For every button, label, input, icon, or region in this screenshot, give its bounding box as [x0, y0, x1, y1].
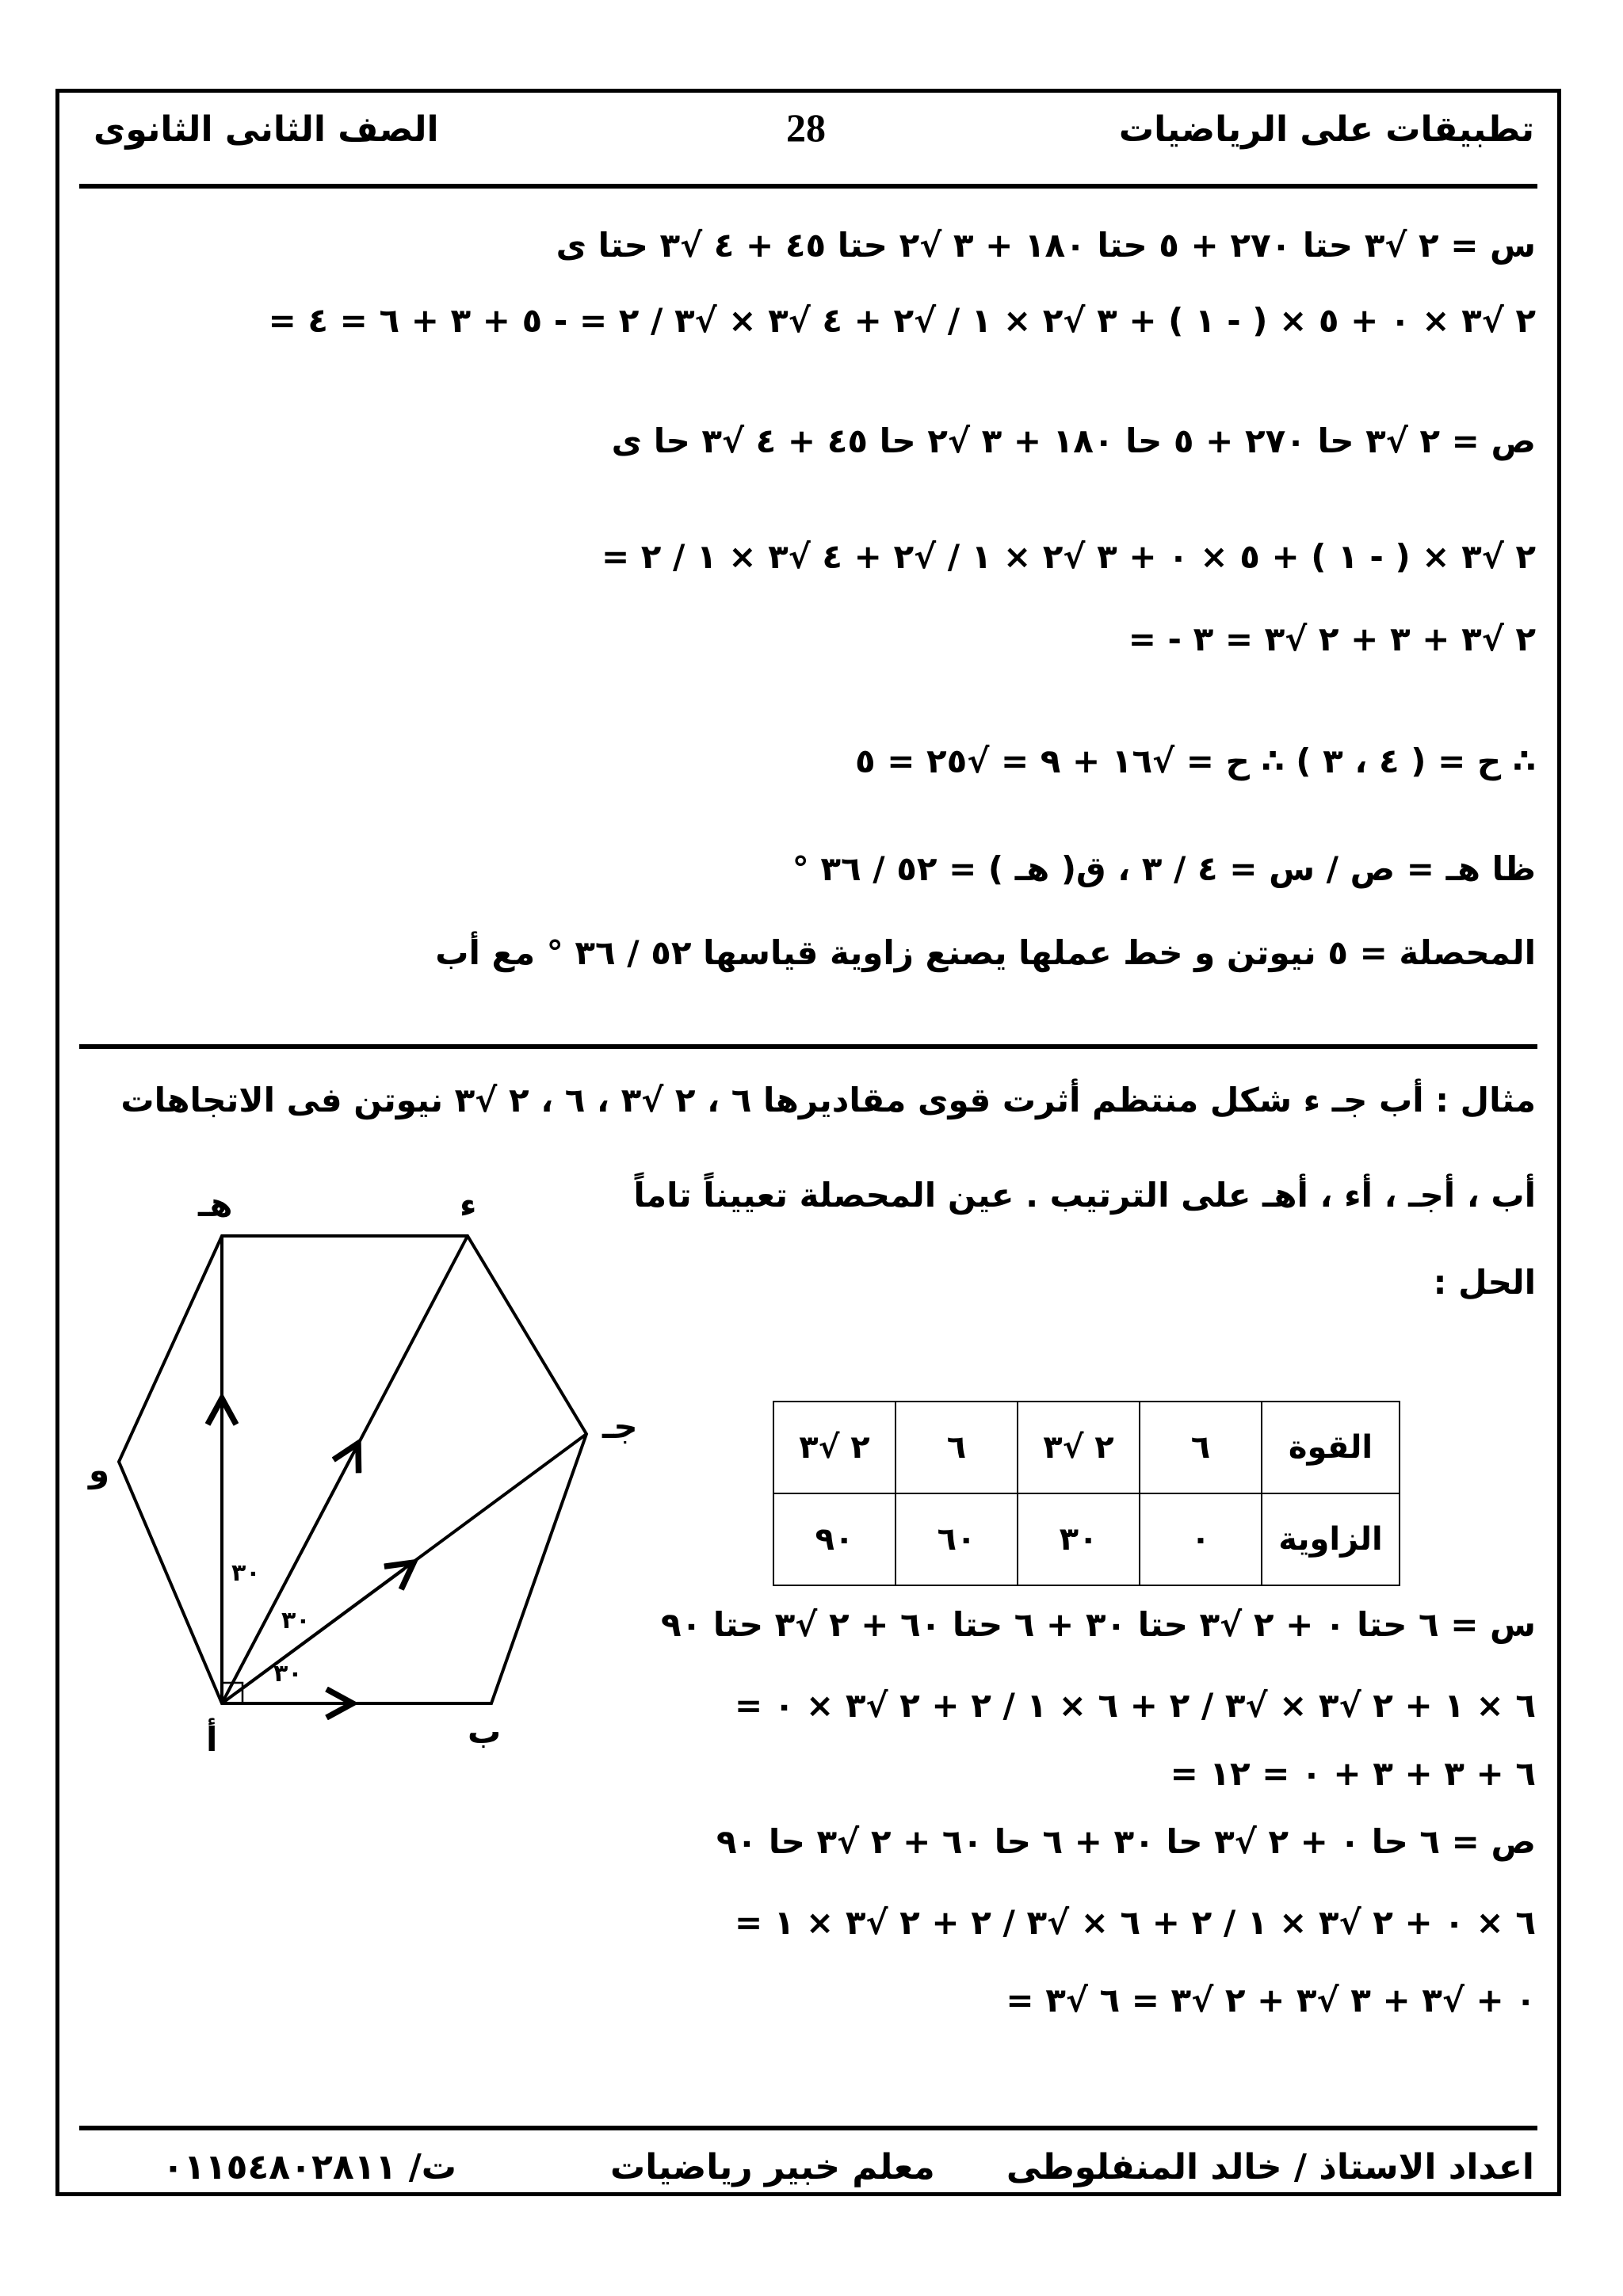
table-row: [773, 1493, 1400, 1585]
footer-phone: ت/ ٠١١٥٤٨٠٢٨١١: [162, 2147, 457, 2187]
table-cell: ٦: [1140, 1402, 1262, 1493]
vertex-label-c: جـ: [602, 1407, 638, 1446]
equation-line: = ٠ + √٣ + ٣ √٣ + ٢ √٣ = ٦ √٣: [1006, 1981, 1536, 2019]
table-cell: ٢ √٣: [773, 1402, 896, 1493]
equation-line: ظا هـ = ص / س = ٤ / ٣ ، ق( هـ ) = ٥٢ / ٣٦ °: [792, 849, 1536, 888]
angle-label: ٣٠: [273, 1660, 303, 1688]
footer-divider: [79, 2126, 1537, 2130]
table-cell: ٦: [896, 1402, 1018, 1493]
hexagon-outline: [119, 1236, 586, 1703]
table-row: [773, 1402, 1400, 1493]
result-statement: المحصلة = ٥ نيوتن و خط عملها يصنع زاوية قياسها ٥٢ / ٣٦ ° مع أب: [435, 933, 1536, 972]
equation-line: ∴ ح = ( ٤ ، ٣ ) ∴ ح = √١٦ + ٩ = √٢٥ = ٥: [854, 742, 1536, 780]
angle-label: ٣٠: [231, 1559, 261, 1587]
page-frame: [55, 89, 1561, 2196]
table-row-label: الزاوية: [1262, 1493, 1400, 1585]
footer-author: اعداد الاستاذ / خالد المنفلوطى: [1006, 2147, 1534, 2187]
forces-table: [773, 1401, 1400, 1586]
table-cell: ٩٠: [773, 1493, 896, 1585]
table-cell: ٠: [1140, 1493, 1262, 1585]
equation-line: = ٦ + ٣ + ٣ + ٠ = ١٢: [1170, 1754, 1536, 1793]
solution-label: الحل :: [1433, 1263, 1536, 1302]
equation-line: = - ٢ √٣ + ٣ + ٢ √٣ = ٣: [1128, 620, 1536, 658]
table-cell: ٦٠: [896, 1493, 1018, 1585]
equation-line: = ٦ × ٠ + ٢ √٣ × ١ / ٢ + ٦ × √٣ / ٢ + ٢ √٣ × ١: [734, 1903, 1536, 1942]
arrow-ac: [238, 1569, 404, 1692]
equation-line: س = ٦ حتا ٠ + ٢ √٣ حتا ٣٠ + ٦ حتا ٦٠ + ٢ √٣ حتا ٩٠: [660, 1605, 1536, 1644]
vertex-label-f: و: [89, 1451, 110, 1489]
angle-label: ٣٠: [281, 1607, 311, 1634]
example-statement: مثال : أب جـ ء شكل منتظم أثرت قوى مقاديرها ٦ ، ٢ √٣ ، ٦ ، ٢ √٣ نيوتن فى الاتجاهات: [120, 1081, 1536, 1119]
table-row-label: القوة: [1262, 1402, 1400, 1493]
section-divider: [79, 1044, 1537, 1049]
table-cell: ٢ √٣: [1018, 1402, 1140, 1493]
equation-line: ص = ٢ √٣ حا ٢٧٠ + ٥ حا ١٨٠ + ٣ √٢ حا ٤٥ + ٤ √٣ حا ى: [611, 421, 1536, 460]
vertex-label-b: ب: [468, 1712, 502, 1751]
header-right-title: تطبيقات على الرياضيات: [1118, 109, 1534, 150]
vertex-label-e: هـ: [198, 1188, 233, 1224]
equation-line: ص = ٦ حا ٠ + ٢ √٣ حا ٣٠ + ٦ حا ٦٠ + ٢ √٣ حا ٩٠: [716, 1822, 1536, 1861]
equation-line: = ٦ × ١ + ٢ √٣ × √٣ / ٢ + ٦ × ١ / ٢ + ٢ √٣ × ٠: [734, 1686, 1536, 1725]
footer-role: معلم خبير رياضيات: [610, 2147, 935, 2187]
equation-line: س = ٢ √٣ حتا ٢٧٠ + ٥ حتا ١٨٠ + ٣ √٢ حتا ٤٥ + ٤ √٣ حتا ى: [556, 226, 1536, 265]
header-divider: [79, 184, 1537, 189]
vertex-label-d: ء: [460, 1188, 477, 1224]
example-statement: أب ، أجـ ، أء ، أهـ على الترتيب . عين المحصلة تعييناً تاماً: [633, 1176, 1536, 1215]
header-left-title: الصف الثانى الثانوى: [94, 109, 439, 150]
table-cell: ٣٠: [1018, 1493, 1140, 1585]
hexagon-diagram: [79, 1188, 697, 1759]
page-number: 28: [786, 105, 826, 150]
equation-line: = ٢ √٣ × ٠ + ٥ × ( - ١ ) + ٣ √٢ × ١ / √٢ + ٤ √٣ × √٣ / ٢ = - ٥ + ٣ + ٦ = ٤: [268, 301, 1536, 340]
vertex-label-a: أ: [206, 1720, 218, 1759]
equation-line: = ٢ √٣ × ( - ١ ) + ٥ × ٠ + ٣ √٢ × ١ / √٢ + ٤ √٣ × ١ / ٢: [601, 537, 1536, 576]
